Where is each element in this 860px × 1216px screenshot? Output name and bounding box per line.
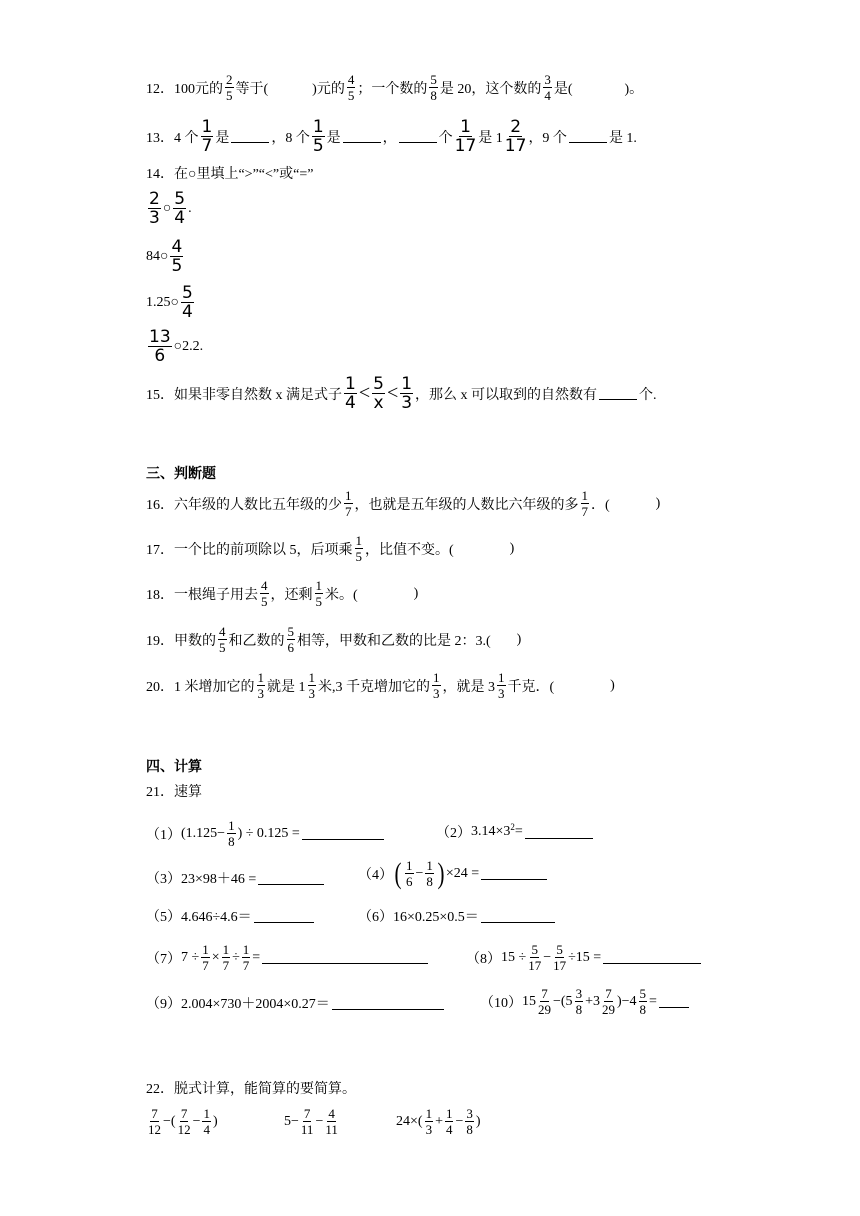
- question-number: 19．: [146, 633, 174, 649]
- denominator: 6: [287, 640, 294, 655]
- fraction: [639, 986, 648, 1017]
- text-segment: （8）: [466, 951, 501, 967]
- question-15: [146, 375, 657, 412]
- denominator: 8: [426, 874, 433, 889]
- denominator: 4: [203, 1122, 210, 1137]
- text-segment: 15 ÷: [501, 949, 527, 965]
- numerator: 2: [226, 72, 233, 87]
- text-segment: ): [475, 1113, 481, 1129]
- denominator: 5: [347, 88, 355, 103]
- text-segment: 米,3 千克增加它的: [318, 679, 430, 695]
- text-segment: 7 ÷: [181, 949, 200, 965]
- denominator: 8: [228, 834, 235, 849]
- compare-circle[interactable]: ○2.2.: [173, 338, 204, 354]
- fraction: [222, 942, 231, 973]
- answer-blank[interactable]: [599, 387, 637, 400]
- denominator: 5: [355, 549, 362, 564]
- fraction: [173, 190, 186, 227]
- denominator: 6: [154, 346, 166, 366]
- fraction: [355, 533, 364, 564]
- text-segment: ，比值不变。(: [365, 542, 454, 558]
- numerator: 4: [219, 624, 226, 639]
- answer-blank[interactable]: [332, 997, 444, 1010]
- text-segment: ×: [211, 949, 220, 965]
- text-segment: ．(: [591, 497, 610, 513]
- text-segment: 5−: [284, 1113, 299, 1129]
- text-segment: ，8 个: [271, 130, 310, 146]
- text-segment: ): [516, 631, 522, 647]
- fraction: [543, 72, 552, 103]
- calc-6: [358, 906, 555, 926]
- text-segment: ，: [382, 130, 397, 146]
- answer-blank[interactable]: [302, 827, 384, 840]
- numerator: 1: [355, 533, 362, 548]
- text-segment: 是: [215, 130, 230, 146]
- denominator: 29: [601, 1002, 615, 1017]
- denominator: 3: [425, 1122, 433, 1137]
- calc-10: [480, 986, 689, 1017]
- compare-circle[interactable]: 1.25○: [146, 294, 179, 310]
- denominator: 8: [575, 1002, 583, 1017]
- text-segment: （6）: [358, 910, 393, 925]
- numerator: 5: [531, 942, 538, 957]
- fraction: [257, 670, 266, 701]
- fraction: [201, 942, 210, 973]
- numerator: 1: [498, 670, 505, 685]
- text-segment: （7）: [146, 951, 181, 967]
- numerator: 1: [445, 1106, 453, 1121]
- numerator: 1: [315, 578, 322, 593]
- text-segment: （9）: [146, 997, 181, 1012]
- question-20: [146, 670, 615, 701]
- denominator: 12: [148, 1122, 161, 1137]
- numerator: 1: [257, 670, 264, 685]
- calc-9: [146, 993, 444, 1013]
- text-segment: 千克．(: [507, 679, 555, 695]
- comparison-item-4: [146, 328, 203, 365]
- numerator: 4: [171, 237, 183, 257]
- denominator: x: [373, 393, 384, 413]
- expression-2: [284, 1106, 340, 1137]
- fraction: [308, 670, 317, 701]
- question-number: 21．: [146, 785, 174, 800]
- denominator: 5: [171, 256, 183, 276]
- text-segment: 2.004×730＋2004×0.27＝: [181, 997, 330, 1012]
- fraction: [287, 624, 296, 655]
- fraction: [148, 328, 172, 365]
- calc-1: [146, 818, 384, 849]
- question-number: 17．: [146, 542, 174, 558]
- question-number: 16．: [146, 497, 174, 513]
- question-17: [146, 533, 514, 564]
- compare-circle[interactable]: ○: [162, 200, 172, 216]
- fraction: [344, 488, 353, 519]
- numerator: 1: [203, 1106, 210, 1121]
- text-segment: 是 1.: [608, 130, 637, 146]
- numerator: 1: [308, 670, 315, 685]
- text-segment: （10）: [480, 995, 522, 1011]
- answer-blank[interactable]: [262, 951, 428, 964]
- denominator: 3: [149, 208, 160, 228]
- fraction: [538, 986, 551, 1017]
- question-13: [146, 118, 637, 155]
- fraction: [202, 1106, 211, 1137]
- answer-blank[interactable]: [603, 951, 701, 964]
- numerator: 7: [180, 1106, 188, 1121]
- denominator: 5: [219, 640, 226, 655]
- text-segment: 2: [510, 822, 515, 832]
- numerator: 5: [430, 72, 437, 87]
- section-heading: 三、判断题: [146, 466, 216, 482]
- text-segment: (1.125−: [181, 825, 226, 841]
- text-segment: −(: [163, 1113, 176, 1129]
- text-segment: 等于(: [235, 81, 269, 97]
- question-number: 13．: [146, 130, 174, 146]
- text-segment: =: [514, 824, 523, 839]
- answer-blank[interactable]: [569, 130, 607, 143]
- question-number: 18．: [146, 587, 174, 603]
- text-segment: <: [358, 382, 371, 404]
- text-segment: 脱式计算，能简算的要简算。: [174, 1082, 356, 1097]
- text-segment: 15: [522, 993, 536, 1009]
- text-segment: 3.14×3: [471, 824, 511, 839]
- text-segment: 就是 1: [267, 679, 306, 695]
- numerator: 1: [426, 858, 433, 873]
- answer-blank[interactable]: [481, 867, 547, 880]
- text-segment: 六年级的人数比五年级的少: [174, 497, 342, 513]
- denominator: 5: [261, 594, 268, 609]
- denominator: 4: [174, 208, 186, 228]
- text-segment: )−4: [616, 993, 637, 1009]
- question-22: [146, 1078, 356, 1098]
- numerator: 4: [328, 1106, 335, 1121]
- denominator: 7: [202, 958, 209, 973]
- fraction: [260, 578, 269, 609]
- text-segment: −(5: [553, 993, 573, 1009]
- text-segment: ): [610, 677, 615, 693]
- text-segment: 一根绳子用去: [174, 587, 258, 603]
- fraction: [432, 670, 441, 701]
- numerator: 7: [151, 1106, 158, 1121]
- question-14: [146, 163, 313, 183]
- text-segment: ，9 个: [528, 130, 567, 146]
- numerator: 2: [149, 189, 160, 209]
- denominator: 12: [177, 1122, 191, 1137]
- denominator: 8: [466, 1122, 473, 1137]
- fraction: [325, 1106, 338, 1137]
- answer-blank[interactable]: [481, 910, 555, 923]
- numerator: 1: [401, 374, 413, 394]
- text-segment: ) ÷ 0.125 =: [237, 825, 300, 841]
- text-segment: （2）: [436, 826, 471, 841]
- question-number: 15．: [146, 387, 174, 403]
- text-segment: ): [413, 585, 419, 601]
- fraction: [315, 578, 324, 609]
- text-segment: −: [315, 1113, 324, 1129]
- text-segment: =: [649, 993, 657, 1009]
- text-segment: 一个比的前项除以 5，后项乘: [174, 542, 353, 558]
- denominator: 17: [528, 958, 542, 973]
- text-segment: <: [386, 382, 399, 404]
- denominator: 4: [544, 88, 551, 103]
- numerator: 1: [345, 374, 356, 394]
- denominator: 17: [454, 136, 477, 156]
- calc-3: [146, 868, 324, 888]
- comparison-item-1: [146, 190, 192, 227]
- fraction: [301, 1106, 314, 1137]
- text-segment: 是 1: [478, 130, 503, 146]
- numerator: 5: [373, 374, 384, 394]
- numerator: 5: [181, 283, 193, 303]
- text-segment: +: [435, 1113, 443, 1129]
- fraction: [581, 488, 590, 519]
- text-segment: =: [252, 949, 261, 965]
- fraction: [425, 858, 434, 889]
- text-segment: 和乙数的: [228, 633, 285, 649]
- text-segment: ): [212, 1113, 218, 1129]
- numerator: 7: [303, 1106, 311, 1121]
- answer-blank[interactable]: [525, 826, 593, 839]
- text-segment: 4 个: [174, 130, 199, 146]
- text-segment: （4）: [358, 867, 393, 883]
- text-segment: （5）: [146, 910, 181, 925]
- fraction: [178, 1106, 191, 1137]
- text-segment: 23×98＋46 =: [181, 872, 257, 887]
- fraction: [602, 986, 615, 1017]
- text-segment: （1）: [146, 827, 181, 843]
- denominator: 7: [345, 504, 352, 519]
- fraction: [312, 118, 325, 155]
- numerator: 1: [228, 818, 235, 833]
- numerator: 2: [510, 117, 522, 137]
- text-segment: +3: [585, 993, 600, 1009]
- numerator: 1: [433, 670, 440, 685]
- text-segment: 是: [326, 130, 341, 146]
- denominator: 29: [538, 1002, 551, 1017]
- question-number: 20．: [146, 679, 174, 695]
- numerator: 4: [347, 72, 355, 87]
- calc-2: [436, 822, 593, 842]
- denominator: 5: [312, 136, 324, 156]
- denominator: 4: [181, 302, 193, 322]
- denominator: 3: [308, 686, 315, 701]
- fraction: [553, 942, 566, 973]
- denominator: 4: [345, 393, 356, 413]
- fraction: [225, 72, 234, 103]
- question-18: [146, 578, 418, 609]
- text-segment: 如果非零自然数 x 满足式子: [174, 387, 342, 403]
- fraction: [505, 118, 527, 155]
- text-segment: −: [192, 1113, 201, 1129]
- text-segment: (: [394, 856, 402, 890]
- text-segment: ，就是 3: [442, 679, 495, 695]
- text-segment: ): [509, 540, 515, 556]
- fraction: [227, 818, 236, 849]
- answer-blank[interactable]: [258, 872, 324, 885]
- text-segment: 16×0.25×0.5＝: [393, 910, 479, 925]
- comparison-item-2: [146, 238, 185, 275]
- denominator: 3: [498, 686, 505, 701]
- fraction: [170, 238, 183, 275]
- answer-blank[interactable]: [254, 910, 314, 923]
- numerator: 5: [639, 986, 647, 1001]
- numerator: 13: [149, 327, 171, 347]
- calc-7: [146, 942, 428, 973]
- fraction: [465, 1106, 474, 1137]
- text-segment: 米。(: [325, 587, 358, 603]
- text-segment: 是 20，这个数的: [439, 81, 542, 97]
- denominator: 3: [257, 686, 264, 701]
- numerator: 1: [406, 858, 413, 873]
- fraction: [497, 670, 506, 701]
- denominator: 11: [325, 1122, 338, 1137]
- text-segment: 是(: [553, 81, 573, 97]
- text-segment: （3）: [146, 872, 181, 887]
- numerator: 3: [575, 986, 583, 1001]
- numerator: 1: [425, 1106, 433, 1121]
- denominator: 4: [445, 1122, 453, 1137]
- answer-blank[interactable]: [399, 130, 437, 143]
- fraction: [181, 284, 194, 321]
- text-segment: ；一个数的: [357, 81, 428, 97]
- fraction: [575, 986, 584, 1017]
- text-segment: 24×(: [396, 1113, 423, 1129]
- denominator: 8: [639, 1002, 647, 1017]
- text-segment: ÷: [232, 949, 240, 965]
- numerator: 3: [544, 72, 551, 87]
- question-number: 14．: [146, 167, 174, 182]
- fraction: [344, 375, 357, 412]
- numerator: 7: [541, 986, 548, 1001]
- numerator: 1: [201, 117, 213, 137]
- numerator: 5: [174, 189, 186, 209]
- numerator: 7: [605, 986, 612, 1001]
- question-21: [146, 781, 202, 801]
- fraction: [405, 858, 414, 889]
- fraction: [218, 624, 227, 655]
- denominator: 5: [315, 594, 322, 609]
- text-segment: ÷15 =: [568, 949, 602, 965]
- text-segment: ，还剩: [270, 587, 313, 603]
- numerator: 1: [581, 488, 588, 503]
- fraction: [425, 1106, 434, 1137]
- fraction: [372, 375, 385, 412]
- text-segment: ): [655, 495, 661, 511]
- fraction: [242, 942, 251, 973]
- denominator: 3: [401, 393, 413, 413]
- numerator: 1: [460, 117, 471, 137]
- text-segment: 相等，甲数和乙数的比是 2：3.(: [297, 633, 491, 649]
- answer-blank[interactable]: [343, 130, 381, 143]
- question-number: 22．: [146, 1082, 174, 1097]
- calc-4: [358, 858, 547, 889]
- question-16: [146, 488, 660, 519]
- fraction: [347, 72, 356, 103]
- text-segment: −: [455, 1113, 464, 1129]
- fraction: [201, 118, 214, 155]
- text-segment: 在○里填上“>”“<”或“=”: [174, 167, 314, 182]
- calc-8: [466, 942, 701, 973]
- text-segment: .: [188, 200, 192, 216]
- denominator: 7: [201, 136, 213, 156]
- denominator: 3: [433, 686, 440, 701]
- text-segment: 速算: [174, 785, 202, 800]
- text-segment: 4.646÷4.6＝: [181, 910, 252, 925]
- text-segment: ): [437, 856, 445, 890]
- fraction: [528, 942, 541, 973]
- answer-blank[interactable]: [659, 995, 689, 1008]
- denominator: 8: [430, 88, 437, 103]
- denominator: 5: [226, 88, 233, 103]
- numerator: 5: [556, 942, 563, 957]
- text-segment: 甲数的: [174, 633, 216, 649]
- text-segment: −: [415, 865, 424, 881]
- fraction: [455, 118, 477, 155]
- numerator: 1: [312, 117, 324, 137]
- numerator: 3: [466, 1106, 473, 1121]
- text-segment: ，那么 x 可以取到的自然数有: [415, 387, 598, 403]
- denominator: 17: [553, 958, 567, 973]
- text-segment: 个: [438, 130, 453, 146]
- numerator: 1: [202, 942, 209, 957]
- section-heading: 四、计算: [146, 759, 202, 775]
- fraction: [429, 72, 438, 103]
- denominator: 17: [504, 136, 527, 156]
- text-segment: )。: [624, 81, 644, 97]
- numerator: 1: [242, 942, 250, 957]
- expression-3: [396, 1106, 481, 1137]
- text-segment: ×24 =: [445, 865, 480, 881]
- denominator: 6: [406, 874, 413, 889]
- answer-blank[interactable]: [231, 130, 269, 143]
- question-19: [146, 624, 521, 655]
- fraction: [445, 1106, 454, 1137]
- numerator: 1: [345, 488, 352, 503]
- denominator: 7: [242, 958, 250, 973]
- denominator: 7: [222, 958, 230, 973]
- numerator: 5: [287, 624, 294, 639]
- expression-1: [146, 1106, 218, 1137]
- text-segment: )元的: [312, 81, 345, 97]
- denominator: 11: [300, 1122, 314, 1137]
- text-segment: −: [543, 949, 552, 965]
- numerator: 4: [261, 578, 268, 593]
- compare-circle[interactable]: 84○: [146, 248, 169, 264]
- denominator: 7: [581, 504, 588, 519]
- comparison-item-3: [146, 284, 196, 321]
- question-12: [146, 72, 643, 103]
- text-segment: ，也就是五年级的人数比六年级的多: [354, 497, 579, 513]
- fraction: [400, 375, 413, 412]
- text-segment: 1 米增加它的: [174, 679, 255, 695]
- calc-5: [146, 906, 314, 926]
- question-number: 12．: [146, 81, 174, 97]
- fraction: [148, 190, 161, 227]
- text-segment: 100元的: [174, 81, 223, 97]
- fraction: [148, 1106, 161, 1137]
- text-segment: 个.: [639, 387, 657, 403]
- numerator: 1: [222, 942, 230, 957]
